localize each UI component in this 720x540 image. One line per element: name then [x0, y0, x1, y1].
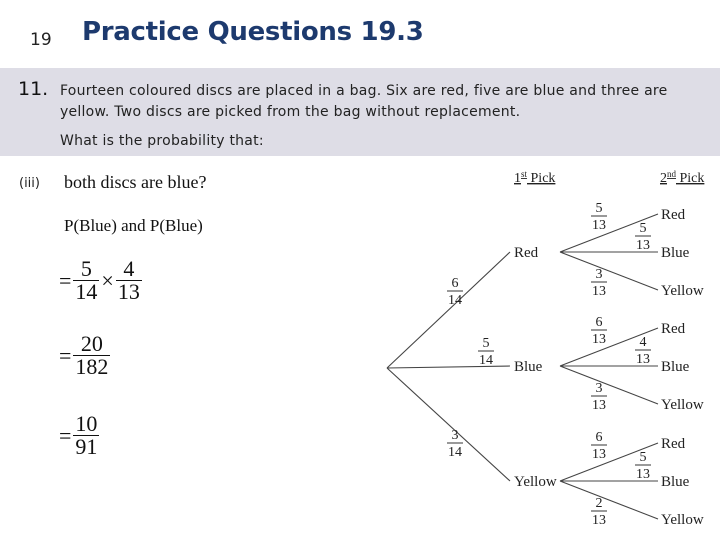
denominator: 14 [75, 279, 98, 304]
denominator: 182 [75, 354, 109, 379]
second-branch-probability-denominator: 13 [592, 447, 606, 462]
page-title: Practice Questions 19.3 [82, 17, 424, 47]
numerator: 20 [80, 331, 103, 356]
second-branch-line [560, 252, 658, 290]
second-branch-probability-numerator: 5 [595, 201, 603, 216]
second-branch-probability-numerator: 6 [595, 315, 603, 330]
part-expression: P(Blue) and P(Blue) [64, 216, 203, 235]
second-branch-probability-numerator: 6 [595, 430, 603, 445]
denominator: 13 [117, 279, 140, 304]
numerator: 10 [75, 411, 98, 436]
first-pick-header: 1st Pick [514, 169, 556, 186]
first-pick-label: Red [514, 245, 539, 261]
numerator: 5 [80, 256, 92, 281]
numerator: 4 [123, 256, 135, 281]
second-branch-probability-denominator: 13 [592, 218, 606, 233]
second-pick-label: Blue [661, 474, 690, 490]
second-branch-probability-denominator: 13 [592, 398, 606, 413]
first-branch-probability-denominator: 14 [448, 293, 462, 308]
second-branch-line [560, 366, 658, 404]
second-branch-probability-numerator: 2 [595, 496, 603, 511]
second-branch-line [560, 481, 658, 519]
second-branch-probability-numerator: 3 [595, 381, 603, 396]
first-branch-probability-numerator: 3 [451, 428, 459, 443]
first-pick-label: Blue [514, 359, 543, 375]
part-label: (iii) [19, 176, 40, 191]
question-prompt: What is the probability that: [60, 133, 264, 149]
second-branch-probability-numerator: 5 [639, 450, 647, 465]
second-pick-header: 2nd Pick [660, 169, 705, 186]
second-branch-probability-denominator: 13 [636, 467, 650, 482]
first-pick-label: Yellow [514, 474, 557, 490]
first-branch-probability-denominator: 14 [448, 445, 462, 460]
second-branch-probability-denominator: 13 [636, 352, 650, 367]
first-branch-probability-numerator: 6 [451, 276, 459, 291]
second-pick-label: Red [661, 436, 686, 452]
equals-sign: = [59, 342, 72, 368]
denominator: 91 [75, 434, 98, 459]
second-pick-label: Red [661, 321, 686, 337]
equals-sign: = [59, 267, 72, 293]
second-branch-probability-denominator: 13 [592, 513, 606, 528]
second-pick-label: Blue [661, 245, 690, 261]
chapter-number: 19 [30, 30, 52, 50]
second-branch-probability-numerator: 3 [595, 267, 603, 282]
question-number: 11. [18, 78, 49, 100]
second-pick-label: Yellow [661, 397, 704, 413]
times-sign: × [101, 267, 114, 293]
second-branch-probability-denominator: 13 [592, 332, 606, 347]
second-pick-label: Yellow [661, 512, 704, 528]
first-branch-probability-numerator: 5 [482, 336, 490, 351]
first-branch-line [387, 368, 510, 481]
second-pick-label: Yellow [661, 283, 704, 299]
second-pick-label: Red [661, 207, 686, 223]
question-text: Fourteen coloured discs are placed in a bag. Six are red, five are blue and three are yellow. Two discs are picked from the bag without replacement. [60, 83, 668, 120]
part-question: both discs are blue? [64, 172, 207, 192]
second-branch-probability-denominator: 13 [636, 238, 650, 253]
second-branch-probability-numerator: 4 [639, 335, 647, 350]
second-pick-label: Blue [661, 359, 690, 375]
second-branch-probability-denominator: 13 [592, 284, 606, 299]
second-branch-probability-numerator: 5 [639, 221, 647, 236]
first-branch-probability-denominator: 14 [479, 353, 493, 368]
equals-sign: = [59, 422, 72, 448]
